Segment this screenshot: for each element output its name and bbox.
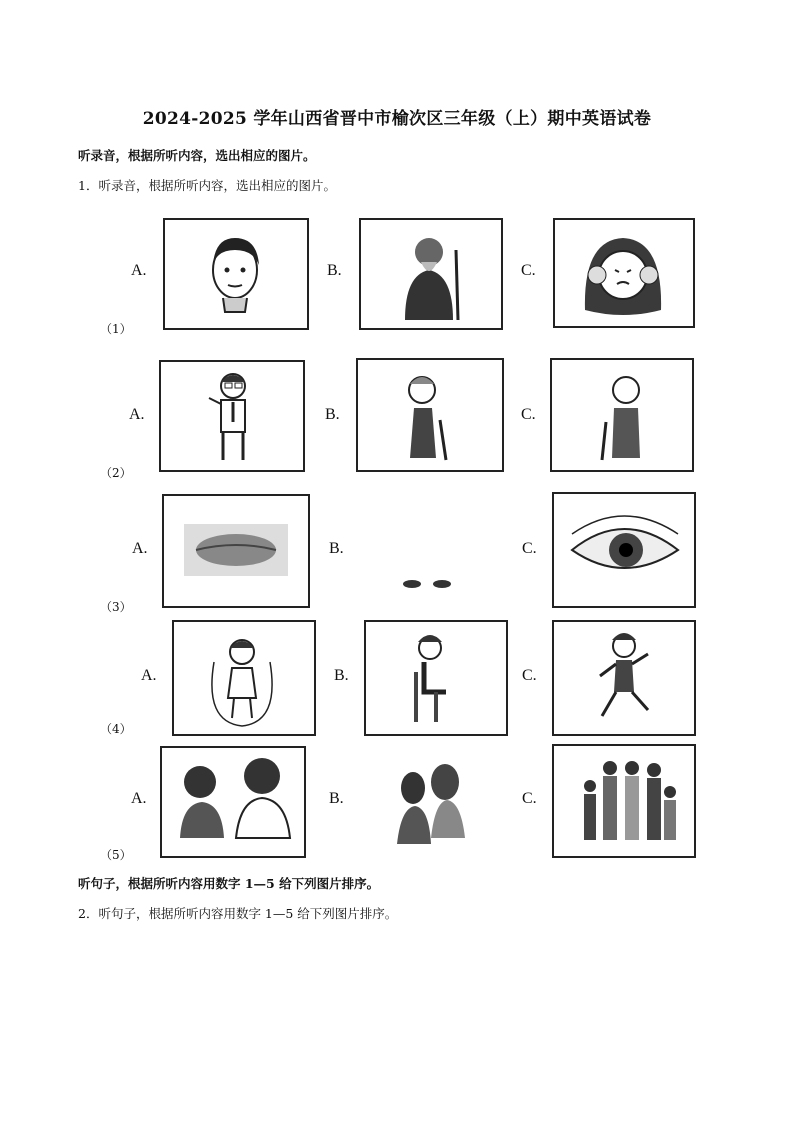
picture-family[interactable] [552, 744, 696, 858]
picture-two-women[interactable] [359, 746, 505, 856]
picture-mouth[interactable] [162, 494, 310, 608]
picture-grandpa-cane[interactable] [550, 358, 694, 472]
section1-instruction: 听录音，根据所听内容，选出相应的图片。 [78, 148, 316, 163]
option-c-label: C. [521, 262, 536, 279]
option-a-label: A. [129, 406, 145, 423]
option-c-label: C. [521, 406, 536, 423]
exam-title: 2024-2025 学年山西省晋中市榆次区三年级（上）期中英语试卷 [142, 109, 652, 129]
question-1-text: 1．听录音，根据所听内容，选出相应的图片。 [78, 178, 336, 193]
picture-girl-jump-rope[interactable] [172, 620, 316, 736]
picture-old-man[interactable] [359, 218, 503, 330]
option-b-label: B. [329, 790, 344, 807]
picture-boy-face[interactable] [163, 218, 309, 330]
item-number: （2） [100, 466, 132, 480]
option-a-label: A. [141, 667, 157, 684]
option-a-label: A. [131, 262, 147, 279]
picture-feet[interactable] [360, 494, 504, 610]
item-number: （3） [100, 600, 132, 614]
option-a-label: A. [131, 790, 147, 807]
picture-man-glasses[interactable] [159, 360, 305, 472]
picture-eye[interactable] [552, 492, 696, 608]
question-2-text: 2．听句子，根据所听内容用数字 1—5 给下列图片排序。 [78, 906, 398, 921]
option-b-label: B. [327, 262, 342, 279]
picture-boy-sitting[interactable] [364, 620, 508, 736]
item-number: （4） [100, 722, 132, 736]
option-b-label: B. [325, 406, 340, 423]
item-number: （5） [100, 848, 132, 862]
option-c-label: C. [522, 790, 537, 807]
option-b-label: B. [329, 540, 344, 557]
item-number: （1） [100, 322, 132, 336]
section2-instruction: 听句子，根据所听内容用数字 1—5 给下列图片排序。 [78, 876, 380, 891]
option-b-label: B. [334, 667, 349, 684]
option-a-label: A. [132, 540, 148, 557]
picture-girl-earmuffs[interactable] [553, 218, 695, 328]
option-c-label: C. [522, 540, 537, 557]
picture-two-boys[interactable] [160, 746, 306, 858]
picture-boy-running[interactable] [552, 620, 696, 736]
picture-grandma-cane[interactable] [356, 358, 504, 472]
option-c-label: C. [522, 667, 537, 684]
